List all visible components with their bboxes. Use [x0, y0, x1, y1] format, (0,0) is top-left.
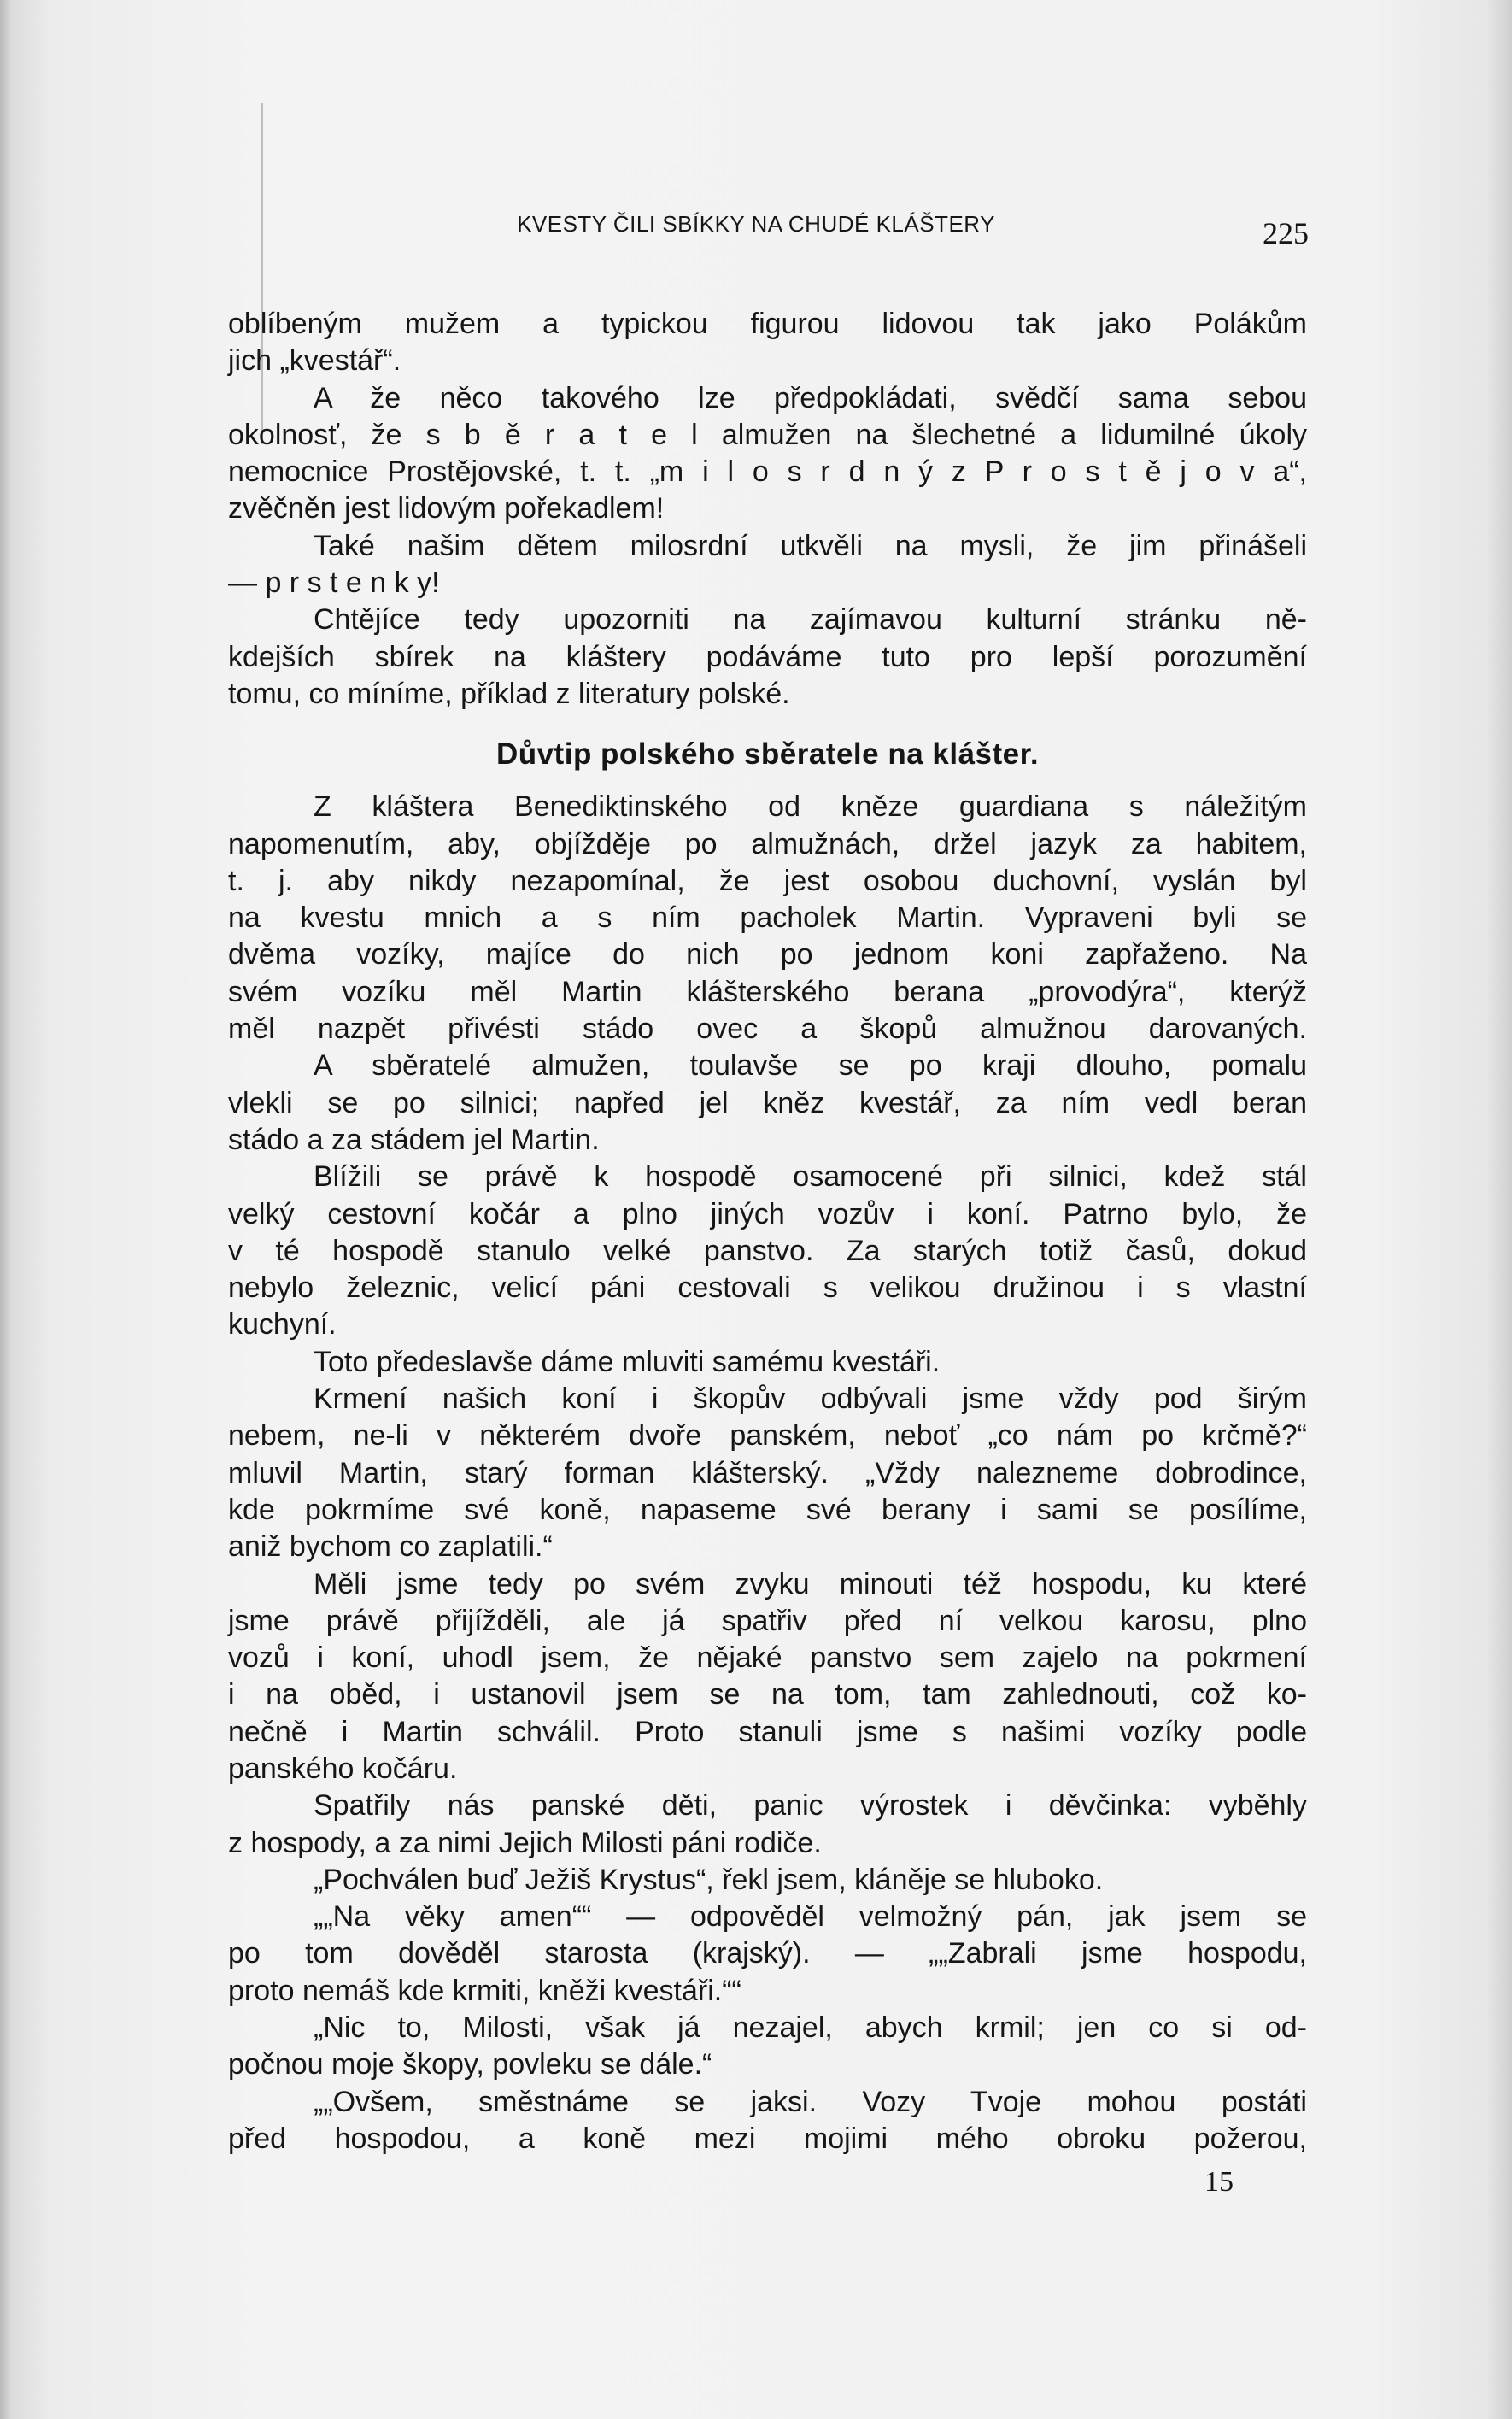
text-line: nečně i Martin schválil. Proto stanuli jsme s našimi vozíky podle — [228, 1715, 1307, 1748]
text-line: vlekli se po silnici; napřed jel kněz kvestář, za ním vedl beran — [228, 1086, 1307, 1119]
text-line: velký cestovní kočár a plno jiných vozův i koní. Patrno bylo, že — [228, 1197, 1307, 1230]
paragraph — [228, 1788, 1307, 1862]
text-line: Z kláštera Benediktinského od kněze guardiana s náležitým — [314, 790, 1307, 824]
text-line: nemocnice Prostějovské, t. t. „m i l o s r d n ý z P r o s t ě j o v a“, — [228, 455, 1307, 489]
page-number: 225 — [1263, 216, 1309, 250]
page-body — [228, 306, 1307, 2158]
paragraph — [228, 1566, 1307, 1788]
text-line: po tom dověděl starosta (krajský). — „„Zabrali jsme hospodu, — [228, 1937, 1307, 1970]
text-line: Spatřily nás panské děti, panic výrostek i děvčinka: vyběhly — [314, 1789, 1307, 1823]
text-line: počnou moje škopy, povleku se dále.“ — [228, 2048, 712, 2081]
text-line: jich „kvestář“. — [228, 344, 401, 378]
text-line: nebem, ne-li v některém dvoře panském, neboť „co nám po krčmě?“ — [228, 1419, 1307, 1453]
text-line: před hospodou, a koně mezi mojimi mého obroku požerou, — [228, 2122, 1307, 2155]
paragraph — [228, 1159, 1307, 1343]
text-line: měl nazpět přivésti stádo ovec a škopů almužnou darovaných. — [228, 1013, 1307, 1046]
paragraph — [228, 789, 1307, 1048]
running-head: KVESTY ČILI SBÍKKY NA CHUDÉ KLÁŠTERY — [517, 211, 995, 237]
paragraph — [228, 528, 1307, 602]
text-line: dvěma vozíky, majíce do nich po jednom koni zapřaženo. Na — [228, 938, 1307, 972]
text-line: proto nemáš kde krmiti, kněži kvestáři.““ — [228, 1974, 741, 2007]
text-after-heading — [228, 789, 1307, 2158]
paragraph — [228, 1344, 1307, 1381]
text-line: nebylo železnic, velicí páni cestovali s velikou družinou i s vlastní — [228, 1271, 1307, 1305]
text-line: „„Na věky amen““ — odpověděl velmožný pán, jak jsem se — [314, 1900, 1307, 1934]
text-line: okolnosť, že s b ě r a t e l almužen na šlechetné a lidumilné úkoly — [228, 418, 1307, 451]
text-before-heading — [228, 306, 1307, 713]
text-line: aniž bychom co zaplatili.“ — [228, 1530, 553, 1564]
text-line: t. j. aby nikdy nezapomínal, že jest osobou duchovní, vyslán byl — [228, 864, 1307, 897]
text-line: mluvil Martin, starý forman klášterský. „Vždy nalezneme dobrodince, — [228, 1456, 1307, 1489]
text-line: tomu, co míníme, příklad z literatury polské. — [228, 677, 790, 710]
text-line: zvěčněn jest lidovým pořekadlem! — [228, 492, 665, 525]
text-line: stádo a za stádem jel Martin. — [228, 1123, 600, 1156]
text-line: jsme právě přijížděli, ale já spatřiv před ní velkou karosu, plno — [228, 1604, 1307, 1637]
section-heading: Důvtip polského sběratele na klášter. — [495, 737, 1040, 772]
text-line: kde pokrmíme své koně, napaseme své berany i sami se posílíme, — [228, 1493, 1307, 1526]
paragraph — [228, 1048, 1307, 1159]
text-line: i na oběd, i ustanovil jsem se na tom, tam zahlednouti, což ko- — [228, 1678, 1307, 1712]
paragraph — [228, 2084, 1307, 2158]
text-line: z hospody, a za nimi Jejich Milosti páni rodiče. — [228, 1826, 822, 1859]
paragraph — [228, 1862, 1307, 1899]
text-line: Chtějíce tedy upozorniti na zajímavou kulturní stránku ně- — [314, 603, 1307, 637]
paragraph — [228, 1899, 1307, 2010]
signature-mark: 15 — [1204, 2166, 1234, 2198]
text-line: oblíbeným mužem a typickou figurou lidovou tak jako Polákům — [228, 308, 1307, 340]
text-line: „Pochválen buď Ježiš Krystus“, řekl jsem, kláněje se hluboko. — [314, 1863, 1104, 1896]
paragraph — [228, 602, 1307, 713]
paragraph — [228, 1381, 1307, 1565]
text-line: na kvestu mnich a s ním pacholek Martin. Vypraveni byli se — [228, 901, 1307, 935]
text-line: Toto předeslavše dáme mluviti samému kvestáři. — [314, 1345, 941, 1378]
text-line: Krmení našich koní i škopův odbývali jsme vždy pod širým — [314, 1383, 1307, 1416]
text-line: A že něco takového lze předpokládati, svědčí sama sebou — [314, 381, 1307, 414]
text-line: A sběratelé almužen, toulavše se po kraji dlouho, pomalu — [314, 1049, 1307, 1083]
text-line: vozů i koní, uhodl jsem, že nějaké panstvo sem zajelo na pokrmení — [228, 1641, 1307, 1675]
text-line: „Nic to, Milosti, však já nezajel, abych krmil; jen co si od- — [314, 2011, 1307, 2045]
text-line: napomenutím, aby, objížděje po almužnách, držel jazyk za habitem, — [228, 827, 1307, 860]
paragraph — [228, 306, 1307, 380]
text-line: panského kočáru. — [228, 1752, 458, 1785]
text-line: kuchyní. — [228, 1308, 337, 1342]
text-line: — p r s t e n k y! — [228, 567, 440, 600]
text-line: Také našim dětem milosrdní utkvěli na mysli, že jim přinášeli — [314, 529, 1307, 562]
text-line: kdejších sbírek na kláštery podáváme tuto pro lepší porozumění — [228, 640, 1307, 673]
text-line: „„Ovšem, směstnáme se jaksi. Vozy Tvoje mohou postáti — [314, 2085, 1307, 2118]
text-line: svém vozíku měl Martin klášterského berana „provodýra“, kterýž — [228, 975, 1307, 1008]
paragraph — [228, 380, 1307, 528]
text-line: v té hospodě stanulo velké panstvo. Za starých totiž časů, dokud — [228, 1234, 1307, 1267]
paragraph — [228, 2010, 1307, 2084]
text-line: Měli jsme tedy po svém zvyku minouti též hospodu, ku které — [314, 1567, 1307, 1600]
text-line: Blížili se právě k hospodě osamocené při silnici, kdež stál — [314, 1160, 1307, 1194]
